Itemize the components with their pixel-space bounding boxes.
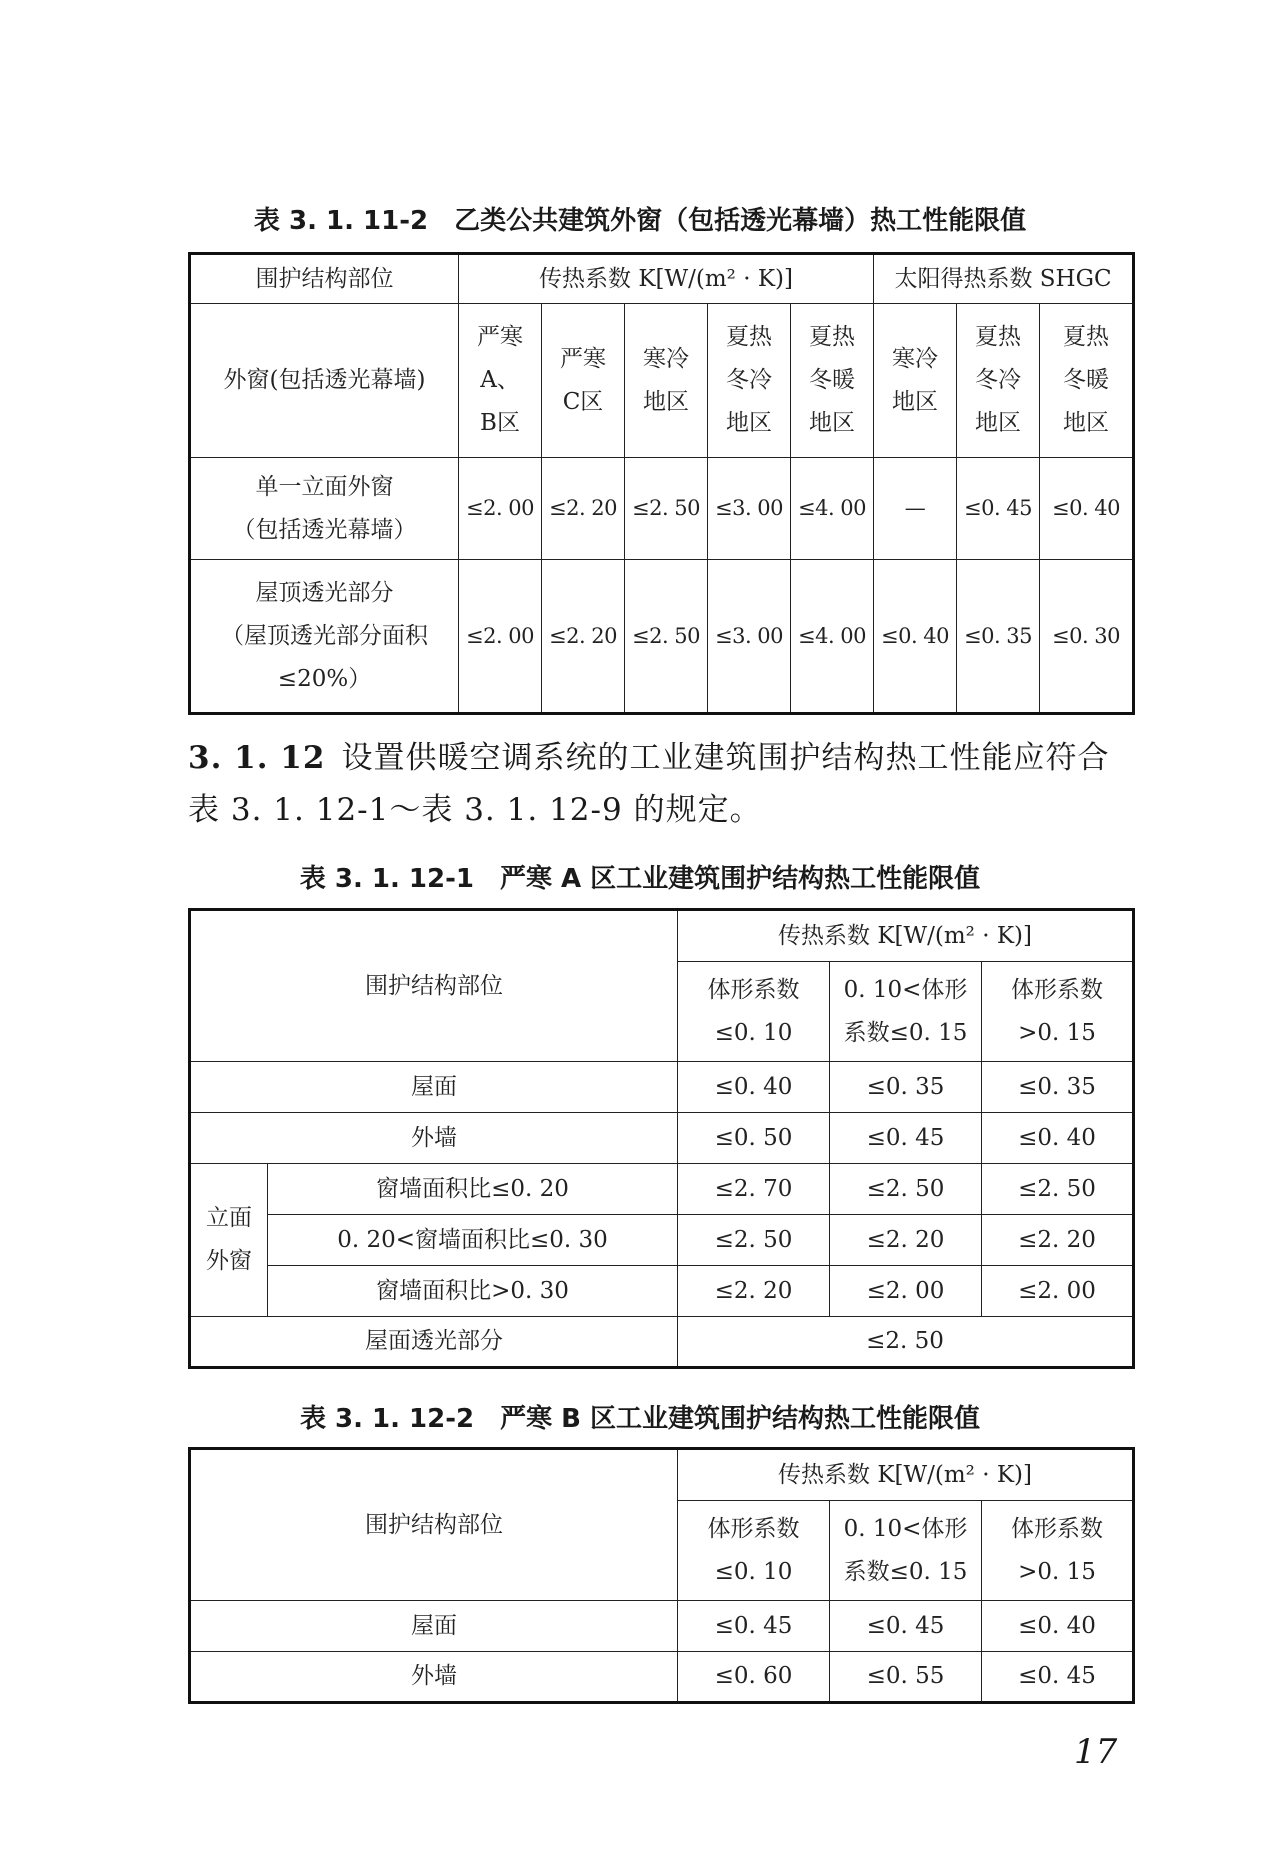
table3-col-header: 体形系数 ≤0. 10 [678, 1501, 830, 1601]
table3-cell: ≤0. 45 [830, 1601, 982, 1652]
table2-row-label: 0. 20<窗墙面积比≤0. 30 [268, 1215, 678, 1266]
table1-cell: — [874, 458, 957, 560]
table2-row-label: 外墙 [190, 1113, 678, 1164]
table1-cell: ≤3. 00 [708, 560, 791, 714]
table3-caption: 表 3. 1. 12-2 严寒 B 区工业建筑围护结构热工性能限值 [299, 1404, 981, 1434]
table2-cell: ≤2. 50 [830, 1164, 982, 1215]
table1-cell: ≤0. 30 [1040, 560, 1134, 714]
table1-cell: ≤0. 40 [874, 560, 957, 714]
table3-header-part: 围护结构部位 [190, 1449, 678, 1601]
page-number: 17 [1074, 1732, 1118, 1772]
table3-col-header: 0. 10<体形 系数≤0. 15 [830, 1501, 982, 1601]
table1-cell: ≤0. 45 [957, 458, 1040, 560]
table1-row-label-window: 外窗(包括透光幕墙) [190, 304, 459, 458]
table3-cell: ≤0. 45 [678, 1601, 830, 1652]
table3-cell: ≤0. 60 [678, 1652, 830, 1703]
table2-header-part: 围护结构部位 [190, 910, 678, 1062]
section-text-line1: 设置供暖空调系统的工业建筑围护结构热工性能应符合 [341, 740, 1110, 776]
table2-row-label: 屋面 [190, 1062, 678, 1113]
table1-header-part: 围护结构部位 [190, 254, 459, 304]
table2-cell: ≤2. 20 [678, 1266, 830, 1317]
table2-cell: ≤2. 20 [830, 1215, 982, 1266]
table2-header-k: 传热系数 K[W/(m² · K)] [678, 910, 1134, 962]
table2-cell: ≤0. 40 [678, 1062, 830, 1113]
table1 [188, 252, 1135, 715]
table1-cell: ≤2. 50 [625, 560, 708, 714]
table2-row-label: 窗墙面积比>0. 30 [268, 1266, 678, 1317]
table2-caption: 表 3. 1. 12-1 严寒 A 区工业建筑围护结构热工性能限值 [299, 864, 981, 894]
table1-row-label: 单一立面外窗 （包括透光幕墙） [190, 458, 459, 560]
section-paragraph [188, 732, 1133, 836]
table2-cell: ≤0. 35 [830, 1062, 982, 1113]
table1-zone: 夏热 冬冷 地区 [957, 304, 1040, 458]
table2-window-group: 立面 外窗 [190, 1164, 268, 1317]
table2-cell: ≤2. 20 [982, 1215, 1134, 1266]
table1-zone: 夏热 冬暖 地区 [1040, 304, 1134, 458]
table3-header-k: 传热系数 K[W/(m² · K)] [678, 1449, 1134, 1501]
section-number: 3. 1. 12 [188, 740, 326, 776]
table3-cell: ≤0. 40 [982, 1601, 1134, 1652]
table2-cell: ≤2. 70 [678, 1164, 830, 1215]
table3-cell: ≤0. 55 [830, 1652, 982, 1703]
table3-cell: ≤0. 45 [982, 1652, 1134, 1703]
table2-cell: ≤2. 50 [678, 1215, 830, 1266]
table2-col-header: 体形系数 >0. 15 [982, 962, 1134, 1062]
table1-header-k: 传热系数 K[W/(m² · K)] [459, 254, 874, 304]
table2-cell: ≤0. 40 [982, 1113, 1134, 1164]
table2-cell: ≤0. 45 [830, 1113, 982, 1164]
section-text-line2: 表 3. 1. 12-1～表 3. 1. 12-9 的规定。 [188, 792, 762, 828]
table2-row-label: 屋面透光部分 [190, 1317, 678, 1368]
table2-row-label: 窗墙面积比≤0. 20 [268, 1164, 678, 1215]
table2-cell: ≤0. 50 [678, 1113, 830, 1164]
table1-cell: ≤4. 00 [791, 560, 874, 714]
table1-zone: 严寒 A、 B区 [459, 304, 542, 458]
table2-col-header: 体形系数 ≤0. 10 [678, 962, 830, 1062]
table2-col-header: 0. 10<体形 系数≤0. 15 [830, 962, 982, 1062]
table1-cell: ≤3. 00 [708, 458, 791, 560]
table1-cell: ≤0. 40 [1040, 458, 1134, 560]
table2-cell: ≤2. 50 [678, 1317, 1134, 1368]
table2-cell: ≤2. 50 [982, 1164, 1134, 1215]
table3 [188, 1447, 1135, 1704]
table2-cell: ≤2. 00 [830, 1266, 982, 1317]
table1-cell: ≤2. 00 [459, 458, 542, 560]
table2-cell: ≤0. 35 [982, 1062, 1134, 1113]
table1-zone: 夏热 冬暖 地区 [791, 304, 874, 458]
table1-header-shgc: 太阳得热系数 SHGC [874, 254, 1134, 304]
table3-row-label: 外墙 [190, 1652, 678, 1703]
table2-cell: ≤2. 00 [982, 1266, 1134, 1317]
table3-row-label: 屋面 [190, 1601, 678, 1652]
table1-cell: ≤2. 50 [625, 458, 708, 560]
table3-col-header: 体形系数 >0. 15 [982, 1501, 1134, 1601]
table1-zone: 寒冷 地区 [874, 304, 957, 458]
table1-cell: ≤0. 35 [957, 560, 1040, 714]
table1-cell: ≤2. 20 [542, 458, 625, 560]
table2 [188, 908, 1135, 1369]
table1-cell: ≤2. 20 [542, 560, 625, 714]
table1-caption: 表 3. 1. 11-2 乙类公共建筑外窗（包括透光幕墙）热工性能限值 [253, 206, 1027, 236]
table1-cell: ≤2. 00 [459, 560, 542, 714]
table1-zone: 寒冷 地区 [625, 304, 708, 458]
table1-cell: ≤4. 00 [791, 458, 874, 560]
table1-zone: 严寒 C区 [542, 304, 625, 458]
table1-zone: 夏热 冬冷 地区 [708, 304, 791, 458]
table1-row-label: 屋顶透光部分 （屋顶透光部分面积 ≤20%） [190, 560, 459, 714]
